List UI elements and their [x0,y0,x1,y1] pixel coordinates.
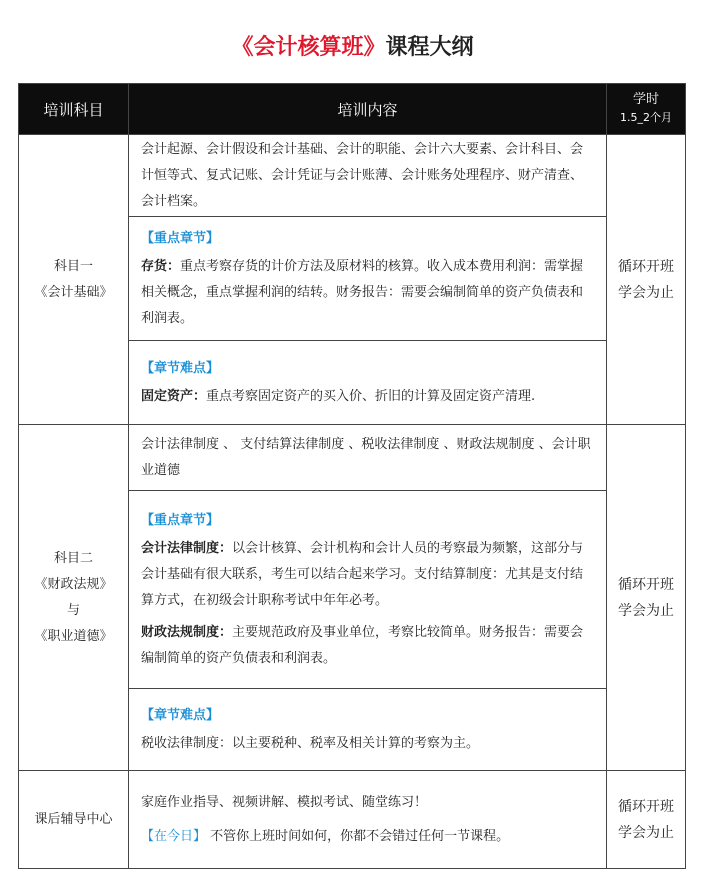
title-accent: 《会计核算班》 [231,35,386,60]
key-text: 主要规范政府及事业单位，考察比较简单。财务报告：需要会编制简单的资产负债表和利润表。 [141,624,584,666]
key-paragraph-1 [141,536,594,614]
key-paragraph-2 [141,620,594,672]
header-content: 培训内容 [129,84,607,135]
difficulty-text: 重点考察固定资产的买入价、折旧的计算及固定资产清理. [206,388,536,404]
key-text: 以会计核算、会计机构和会计人员的考察最为频繁，这部分与会计基础有很大联系，考生可以结合起来学习。支付结算制度：尤其是支付结算方式，在初级会计职称考试中年年必考。 [141,540,584,608]
subject-2-line1: 科目二 [53,550,93,566]
key-chapter-tag: 【重点章节】 [141,230,220,246]
content-key-2 [129,491,607,689]
difficulty-text: 税收法律制度：以主要税种、税率及相关计算的考察为主。 [141,735,480,751]
content-overview-1: 会计起源、会计假设和会计基础、会计的职能、会计六大要素、会计科目、会计恒等式、复式记账、会计凭证与会计账薄、会计账务处理程序、财产清查、会计档案。 [129,135,607,217]
subject-cell-1 [19,135,129,425]
period-2-line1: 循环开班 [618,576,674,593]
tutoring-line-2 [141,824,594,850]
header-hours-label: 学时 [632,92,659,107]
difficulty-tag: 【章节难点】 [141,360,220,376]
table-row [19,425,686,491]
table-row [19,771,686,869]
difficulty-tag: 【章节难点】 [141,707,220,723]
content-key-1 [129,217,607,341]
tutoring-line-1: 家庭作业指导、视频讲解、模拟考试、随堂练习！ [141,794,428,810]
period-3-line2: 学会为止 [618,824,674,841]
content-difficulty-2 [129,689,607,771]
period-1-line2: 学会为止 [618,284,674,301]
syllabus-table [18,83,686,869]
content-difficulty-1 [129,341,607,425]
content-overview-2: 会计法律制度 、 支付结算法律制度 、税收法律制度 、财政法规制度 、会计职业道德 [129,425,607,491]
subject-1-line2: 《会计基础》 [34,284,113,300]
today-tag: 【在今日】 [141,828,207,844]
key-label: 会计法律制度： [141,540,233,556]
subject-cell-3: 课后辅导中心 [19,771,129,869]
period-2-line2: 学会为止 [618,602,674,619]
period-cell-1 [607,135,686,425]
header-subject: 培训科目 [19,84,129,135]
header-hours-sub: 1.5_2个月 [620,111,672,124]
subject-cell-2 [19,425,129,771]
subject-2-line3: 与 [66,602,80,618]
title-main: 课程大纲 [385,35,474,60]
table-row [19,135,686,217]
difficulty-label: 固定资产： [141,388,207,404]
period-1-line1: 循环开班 [618,258,674,275]
key-chapter-tag: 【重点章节】 [141,512,220,528]
subject-2-line2: 《财政法规》 [34,576,113,592]
header-hours [607,84,686,135]
key-label: 财政法规制度： [141,624,233,640]
key-label: 存货： [141,258,181,274]
period-3-line1: 循环开班 [618,798,674,815]
subject-1-line1: 科目一 [53,258,93,274]
key-text: 重点考察存货的计价方法及原材料的核算。收入成本费用利润：需掌握相关概念，重点掌握利润的结转。财务报告：需要会编制简单的资产负债表和利润表。 [141,258,584,326]
period-cell-2 [607,425,686,771]
tutoring-text: 不管你上班时间如何，你都不会错过任何一节课程。 [210,828,510,844]
period-cell-3 [607,771,686,869]
content-tutoring [129,771,607,869]
page-title [0,30,705,61]
table-header-row [19,84,686,135]
subject-2-line4: 《职业道德》 [34,628,113,644]
